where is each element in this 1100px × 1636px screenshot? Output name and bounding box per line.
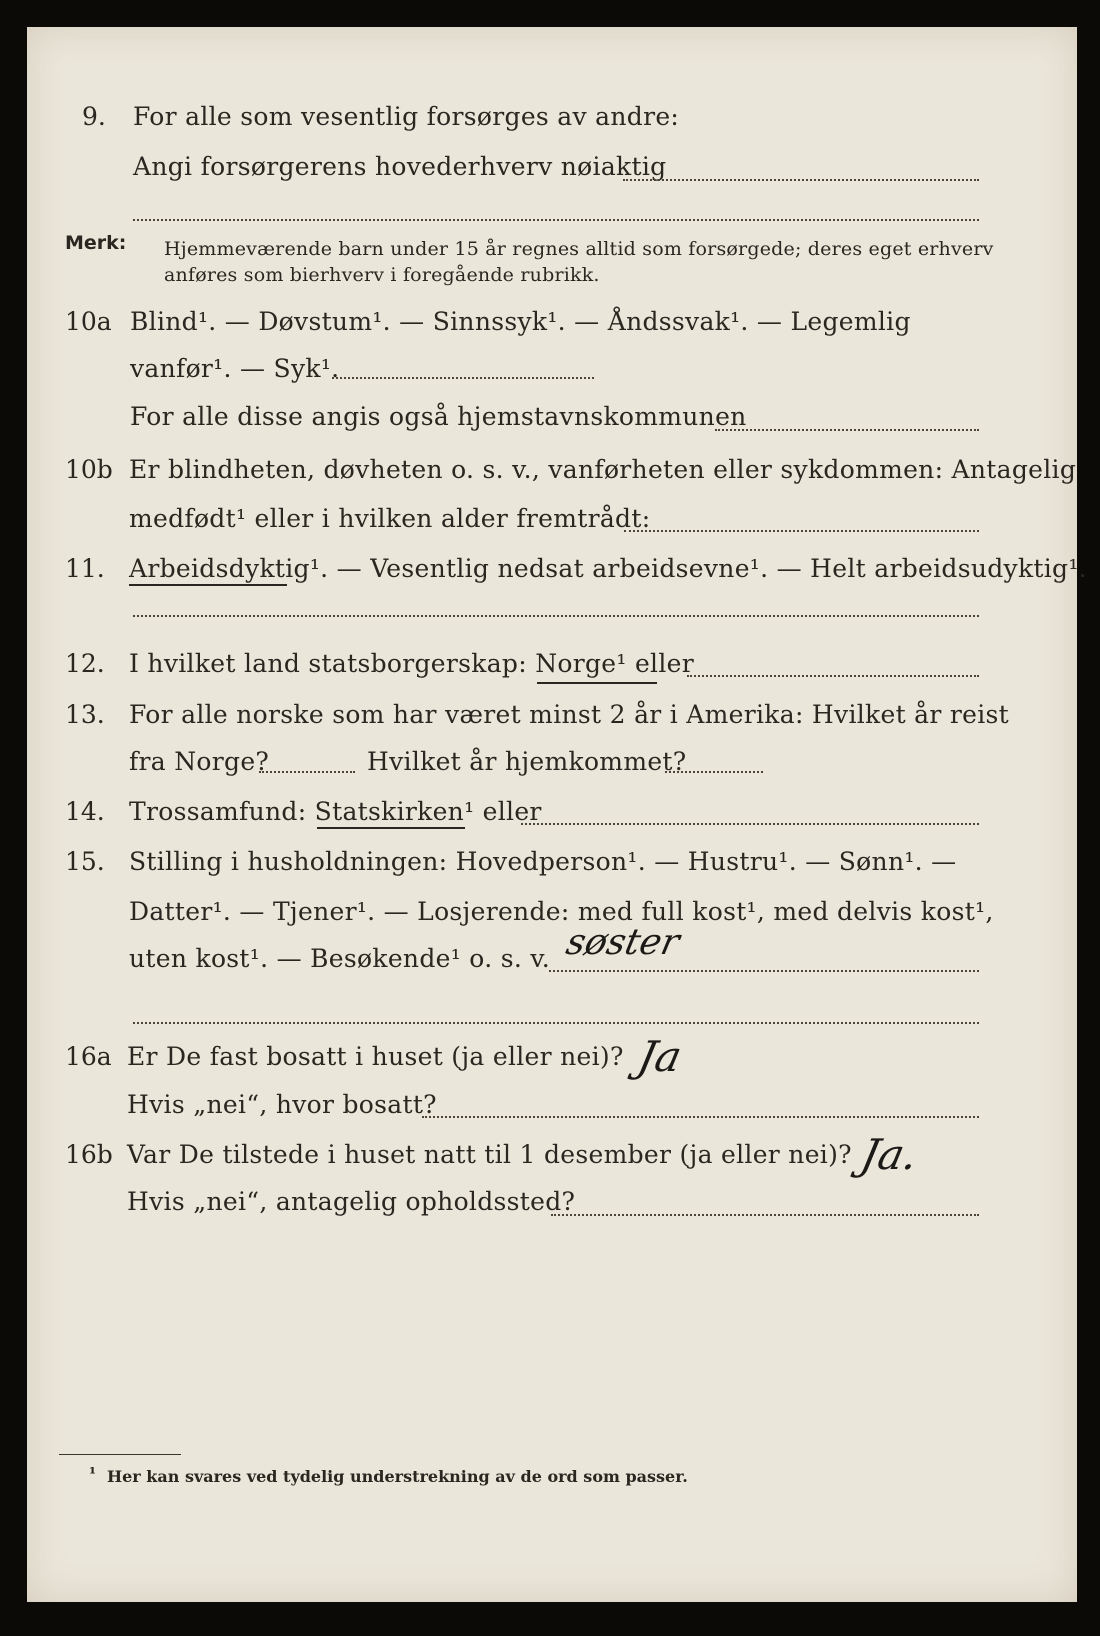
q16b-handwritten-answer: Ja. <box>856 1130 923 1179</box>
q13-line1: For alle norske som har været minst 2 år i Amerika: Hvilket år reist <box>129 700 1010 729</box>
q11-number: 11. <box>65 554 105 583</box>
q10b-number: 10b <box>65 455 113 484</box>
q10b-alder-field[interactable] <box>624 530 979 532</box>
merk-line1: Hjemmeværende barn under 15 år regnes alltid som forsørgede; deres eget erhverv <box>164 238 994 260</box>
q14-trossamfund-field[interactable] <box>521 823 979 825</box>
q12-number: 12. <box>65 649 105 678</box>
q16b-opholdssted-field[interactable] <box>551 1214 979 1216</box>
footnote-text: Her kan svares ved tydelig understrekning av de ord som passer. <box>107 1467 688 1486</box>
q13-line2a: fra Norge? <box>129 747 270 776</box>
q11-underline-arbeidsdyktig <box>129 584 287 586</box>
q14-underline-statskirken <box>317 827 465 829</box>
q12-underline-norge <box>537 682 657 684</box>
census-form-page <box>27 27 1087 1602</box>
q16b-line2: Hvis „nei“, antagelig opholdssted? <box>127 1187 576 1216</box>
q13-hjemkommet-field[interactable] <box>665 771 763 773</box>
footnote-rule <box>59 1454 181 1455</box>
q10a-line3: For alle disse angis også hjemstavnskommunen <box>130 402 747 431</box>
q10b-line2: medfødt¹ eller i hvilken alder fremtrådt: <box>129 504 651 533</box>
q16a-bosatt-field[interactable] <box>422 1116 979 1118</box>
q16a-line2: Hvis „nei“, hvor bosatt? <box>127 1090 437 1119</box>
q15-handwritten-answer: søster <box>562 922 683 963</box>
q9-answer-field-2[interactable] <box>133 219 979 221</box>
q13-reist-field[interactable] <box>259 771 355 773</box>
q10a-line2: vanfør¹. — Syk¹. <box>130 354 340 383</box>
q12-line1: I hvilket land statsborgerskap: Norge¹ eller <box>129 649 694 678</box>
q16a-number: 16a <box>65 1042 112 1071</box>
q12-country-field[interactable] <box>687 675 979 677</box>
q11-line1: Arbeidsdyktig¹. — Vesentlig nedsat arbeidsevne¹. — Helt arbeidsudyktig¹. <box>129 554 1087 583</box>
q15-number: 15. <box>65 847 105 876</box>
q13-line2b: Hvilket år hjemkommet? <box>367 747 687 776</box>
q15-answer-field[interactable] <box>549 970 979 972</box>
q9-line2: Angi forsørgerens hovederhverv nøiaktig <box>133 152 667 181</box>
q9-line1: For alle som vesentlig forsørges av andre: <box>133 102 680 131</box>
q15-line2: Datter¹. — Tjener¹. — Losjerende: med full kost¹, med delvis kost¹, <box>129 897 994 926</box>
q9-number: 9. <box>82 102 106 131</box>
q10b-line1: Er blindheten, døvheten o. s. v., vanførheten eller sykdommen: Antagelig <box>129 455 1077 484</box>
q9-answer-field[interactable] <box>623 179 979 181</box>
q14-line1: Trossamfund: Statskirken¹ eller <box>129 797 542 826</box>
q16a-line1: Er De fast bosatt i huset (ja eller nei)? <box>127 1042 624 1071</box>
q10a-hjemstavn-field[interactable] <box>715 429 979 431</box>
q16a-handwritten-answer: Ja <box>633 1032 687 1081</box>
q15-answer-field-2[interactable] <box>133 1022 979 1024</box>
q15-line3: uten kost¹. — Besøkende¹ o. s. v. <box>129 944 551 973</box>
q16b-number: 16b <box>65 1140 113 1169</box>
merk-label: Merk: <box>65 232 127 254</box>
merk-line2: anføres som bierhverv i foregående rubrikk. <box>164 264 600 286</box>
q10a-line1: Blind¹. — Døvstum¹. — Sinnssyk¹. — Åndssvak¹. — Legemlig <box>130 307 911 336</box>
q16b-line1: Var De tilstede i huset natt til 1 desember (ja eller nei)? <box>127 1140 852 1169</box>
q10a-number: 10a <box>65 307 112 336</box>
q14-number: 14. <box>65 797 105 826</box>
q15-line1: Stilling i husholdningen: Hovedperson¹. — Hustru¹. — Sønn¹. — <box>129 847 957 876</box>
q10a-syk-field[interactable] <box>332 377 594 379</box>
q13-number: 13. <box>65 700 105 729</box>
q11-answer-field[interactable] <box>133 615 979 617</box>
footnote-mark: ¹ <box>89 1464 97 1483</box>
